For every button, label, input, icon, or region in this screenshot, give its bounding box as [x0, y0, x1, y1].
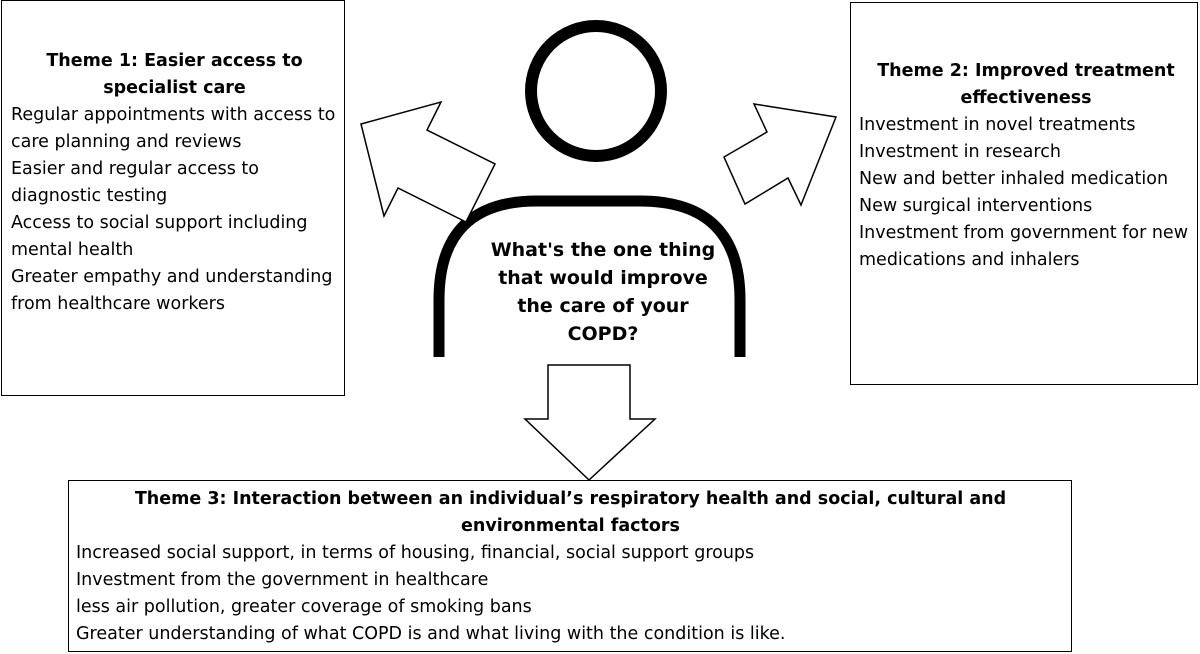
theme-1-list	[11, 102, 338, 318]
theme-3-item: less air pollution, greater coverage of smoking bans	[76, 597, 532, 617]
theme-2-item: Investment from government for new medications and inhalers	[859, 223, 1189, 270]
theme-1-title: Theme 1: Easier access to specialist care	[46, 51, 303, 98]
theme-2-item: Investment in novel treatments	[859, 115, 1136, 135]
theme-2-item: Investment in research	[859, 142, 1061, 162]
theme-3-item: Increased social support, in terms of housing, financial, social support groups	[76, 543, 755, 563]
arrow-up-left-icon	[361, 102, 495, 222]
arrow-up-right-icon	[724, 104, 836, 205]
theme-1-box	[1, 0, 345, 396]
central-question: What's the one thing that would improve the care of your COPD?	[490, 239, 716, 345]
theme-2-item: New and better inhaled medication	[859, 169, 1169, 189]
theme-2-item: New surgical interventions	[859, 196, 1093, 216]
theme-1-item: Access to social support including mental health	[11, 213, 308, 260]
theme-1-item: Regular appointments with access to care planning and reviews	[11, 105, 336, 152]
theme-3-title: Theme 3: Interaction between an individual’s respiratory health and social, cultural and environmental factors	[134, 489, 1007, 536]
theme-3-item: Greater understanding of what COPD is and what living with the condition is like.	[76, 624, 786, 644]
arrow-down-icon	[525, 365, 655, 480]
theme-2-list	[859, 112, 1193, 274]
theme-3-list	[76, 540, 1065, 648]
theme-3-box	[68, 480, 1072, 652]
person-head-icon	[531, 26, 661, 156]
theme-1-item: Greater empathy and understanding from healthcare workers	[11, 267, 333, 314]
theme-2-title: Theme 2: Improved treatment effectiveness	[877, 61, 1175, 108]
theme-3-item: Investment from the government in healthcare	[76, 570, 489, 590]
theme-2-box	[850, 2, 1198, 385]
theme-1-item: Easier and regular access to diagnostic testing	[11, 159, 259, 206]
